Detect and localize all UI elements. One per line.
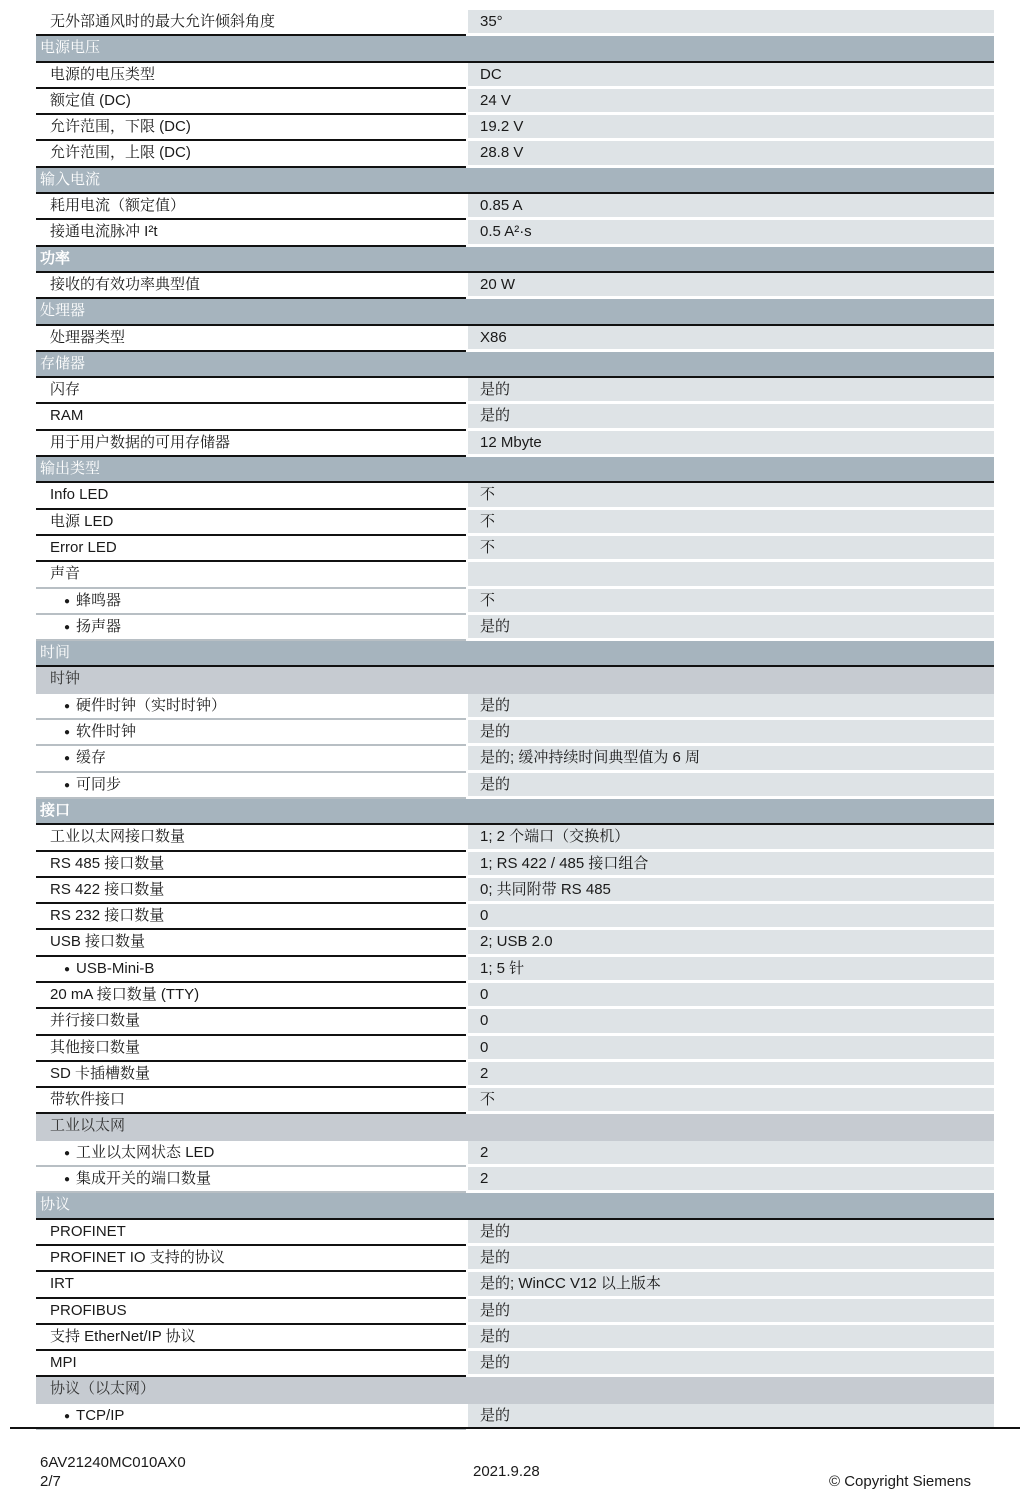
spec-label: 20 mA 接口数量 (TTY) xyxy=(36,983,466,1009)
spec-row xyxy=(36,773,994,799)
spec-row xyxy=(36,720,994,746)
subsection-header: 时钟 xyxy=(36,667,994,693)
spec-value: 不 xyxy=(468,483,994,509)
spec-row xyxy=(36,273,994,299)
spec-value: 是的 xyxy=(468,1351,994,1377)
spec-row xyxy=(36,1220,994,1246)
spec-row xyxy=(36,904,994,930)
spec-row xyxy=(36,220,994,246)
spec-value: 是的 xyxy=(468,1246,994,1272)
spec-row xyxy=(36,1246,994,1272)
section-header: 功率 xyxy=(36,247,994,273)
spec-value: 是的 xyxy=(468,720,994,746)
spec-value: 1; 5 针 xyxy=(468,957,994,983)
spec-label: RS 485 接口数量 xyxy=(36,852,466,878)
spec-value: 是的; 缓冲持续时间典型值为 6 周 xyxy=(468,746,994,772)
subsection-header: 协议（以太网） xyxy=(36,1377,994,1403)
spec-row xyxy=(36,1299,994,1325)
spec-label: 接收的有效功率典型值 xyxy=(36,273,466,299)
footer-rule xyxy=(10,1427,1020,1429)
spec-value: 0 xyxy=(468,1036,994,1062)
spec-label: 电源的电压类型 xyxy=(36,63,466,89)
spec-label: PROFIBUS xyxy=(36,1299,466,1325)
spec-label: 额定值 (DC) xyxy=(36,89,466,115)
spec-row xyxy=(36,404,994,430)
spec-label: 带软件接口 xyxy=(36,1088,466,1114)
section-header: 处理器 xyxy=(36,299,994,325)
spec-label: ● 工业以太网状态 LED xyxy=(36,1141,466,1167)
spec-value: X86 xyxy=(468,326,994,352)
spec-row xyxy=(36,89,994,115)
spec-label: Error LED xyxy=(36,536,466,562)
spec-row xyxy=(36,1062,994,1088)
spec-value: 2 xyxy=(468,1167,994,1193)
spec-row xyxy=(36,536,994,562)
spec-value: 1; 2 个端口（交换机） xyxy=(468,825,994,851)
spec-row xyxy=(36,562,994,588)
spec-row xyxy=(36,1036,994,1062)
spec-value: 12 Mbyte xyxy=(468,431,994,457)
spec-row xyxy=(36,1167,994,1193)
spec-label: RS 422 接口数量 xyxy=(36,878,466,904)
spec-row xyxy=(36,1088,994,1114)
spec-row xyxy=(36,615,994,641)
spec-value: 0; 共同附带 RS 485 xyxy=(468,878,994,904)
spec-label: 用于用户数据的可用存储器 xyxy=(36,431,466,457)
spec-label: 工业以太网接口数量 xyxy=(36,825,466,851)
section-header: 存储器 xyxy=(36,352,994,378)
spec-label: 其他接口数量 xyxy=(36,1036,466,1062)
spec-label: 声音 xyxy=(36,562,466,588)
spec-row xyxy=(36,694,994,720)
spec-label: ● 硬件时钟（实时时钟） xyxy=(36,694,466,720)
spec-label: ● 软件时钟 xyxy=(36,720,466,746)
spec-row xyxy=(36,1325,994,1351)
spec-value: 是的; WinCC V12 以上版本 xyxy=(468,1272,994,1298)
section-header: 接口 xyxy=(36,799,994,825)
spec-label: MPI xyxy=(36,1351,466,1377)
spec-value: 20 W xyxy=(468,273,994,299)
spec-label: 允许范围，下限 (DC) xyxy=(36,115,466,141)
spec-label: ● 缓存 xyxy=(36,746,466,772)
spec-label: RAM xyxy=(36,404,466,430)
spec-label: IRT xyxy=(36,1272,466,1298)
spec-value: 24 V xyxy=(468,89,994,115)
section-header: 时间 xyxy=(36,641,994,667)
spec-label: 闪存 xyxy=(36,378,466,404)
spec-label: 并行接口数量 xyxy=(36,1009,466,1035)
section-header: 输出类型 xyxy=(36,457,994,483)
spec-row xyxy=(36,746,994,772)
spec-value: 不 xyxy=(468,536,994,562)
spec-row xyxy=(36,326,994,352)
spec-label: 无外部通风时的最大允许倾斜角度 xyxy=(36,10,466,36)
article-number: 6AV21240MC010AX0 xyxy=(40,1454,186,1471)
spec-value: 是的 xyxy=(468,404,994,430)
spec-label: ● USB-Mini-B xyxy=(36,957,466,983)
spec-row xyxy=(36,1009,994,1035)
spec-row xyxy=(36,1272,994,1298)
spec-label: ● 集成开关的端口数量 xyxy=(36,1167,466,1193)
spec-label: ● TCP/IP xyxy=(36,1404,466,1430)
spec-value: 2 xyxy=(468,1062,994,1088)
spec-label: 处理器类型 xyxy=(36,326,466,352)
spec-value: 是的 xyxy=(468,1299,994,1325)
section-header: 输入电流 xyxy=(36,168,994,194)
spec-label: 允许范围，上限 (DC) xyxy=(36,141,466,167)
spec-value: DC xyxy=(468,63,994,89)
spec-value: 0.85 A xyxy=(468,194,994,220)
spec-label: ● 可同步 xyxy=(36,773,466,799)
spec-label: ● 扬声器 xyxy=(36,615,466,641)
spec-label: SD 卡插槽数量 xyxy=(36,1062,466,1088)
spec-row xyxy=(36,852,994,878)
spec-value: 是的 xyxy=(468,1220,994,1246)
spec-row xyxy=(36,510,994,536)
section-header: 电源电压 xyxy=(36,36,994,62)
page-number: 2/7 xyxy=(40,1473,61,1490)
spec-row xyxy=(36,983,994,1009)
footer-copyright: © Copyright Siemens xyxy=(829,1473,971,1490)
spec-label: RS 232 接口数量 xyxy=(36,904,466,930)
spec-row xyxy=(36,378,994,404)
spec-label: Info LED xyxy=(36,483,466,509)
spec-value: 35° xyxy=(468,10,994,36)
spec-value: 不 xyxy=(468,510,994,536)
section-header: 协议 xyxy=(36,1193,994,1219)
spec-row xyxy=(36,589,994,615)
spec-table xyxy=(36,10,994,1430)
spec-value: 2 xyxy=(468,1141,994,1167)
spec-value: 1; RS 422 / 485 接口组合 xyxy=(468,852,994,878)
spec-row xyxy=(36,957,994,983)
spec-row xyxy=(36,10,994,36)
spec-value: 是的 xyxy=(468,615,994,641)
spec-label: 耗用电流（额定值） xyxy=(36,194,466,220)
spec-value: 是的 xyxy=(468,694,994,720)
spec-value: 0 xyxy=(468,904,994,930)
spec-value: 19.2 V xyxy=(468,115,994,141)
spec-value: 不 xyxy=(468,1088,994,1114)
spec-row xyxy=(36,825,994,851)
spec-row xyxy=(36,115,994,141)
spec-row xyxy=(36,483,994,509)
spec-label: ● 蜂鸣器 xyxy=(36,589,466,615)
spec-value xyxy=(468,562,994,588)
spec-row xyxy=(36,194,994,220)
spec-value: 是的 xyxy=(468,378,994,404)
spec-value: 28.8 V xyxy=(468,141,994,167)
spec-label: PROFINET xyxy=(36,1220,466,1246)
spec-row xyxy=(36,1141,994,1167)
spec-label: PROFINET IO 支持的协议 xyxy=(36,1246,466,1272)
spec-value: 0 xyxy=(468,983,994,1009)
spec-value: 是的 xyxy=(468,1404,994,1430)
spec-value: 是的 xyxy=(468,1325,994,1351)
spec-label: USB 接口数量 xyxy=(36,930,466,956)
spec-value: 是的 xyxy=(468,773,994,799)
spec-value: 2; USB 2.0 xyxy=(468,930,994,956)
spec-row xyxy=(36,63,994,89)
spec-label: 接通电流脉冲 I²t xyxy=(36,220,466,246)
spec-value: 0 xyxy=(468,1009,994,1035)
spec-row xyxy=(36,141,994,167)
footer-left xyxy=(40,1453,186,1491)
spec-row xyxy=(36,878,994,904)
spec-value: 不 xyxy=(468,589,994,615)
spec-label: 电源 LED xyxy=(36,510,466,536)
spec-row xyxy=(36,1351,994,1377)
spec-label: 支持 EtherNet/IP 协议 xyxy=(36,1325,466,1351)
subsection-header: 工业以太网 xyxy=(36,1114,994,1140)
spec-row xyxy=(36,930,994,956)
footer-date: 2021.9.28 xyxy=(473,1463,540,1480)
spec-value: 0.5 A²·s xyxy=(468,220,994,246)
spec-row xyxy=(36,431,994,457)
